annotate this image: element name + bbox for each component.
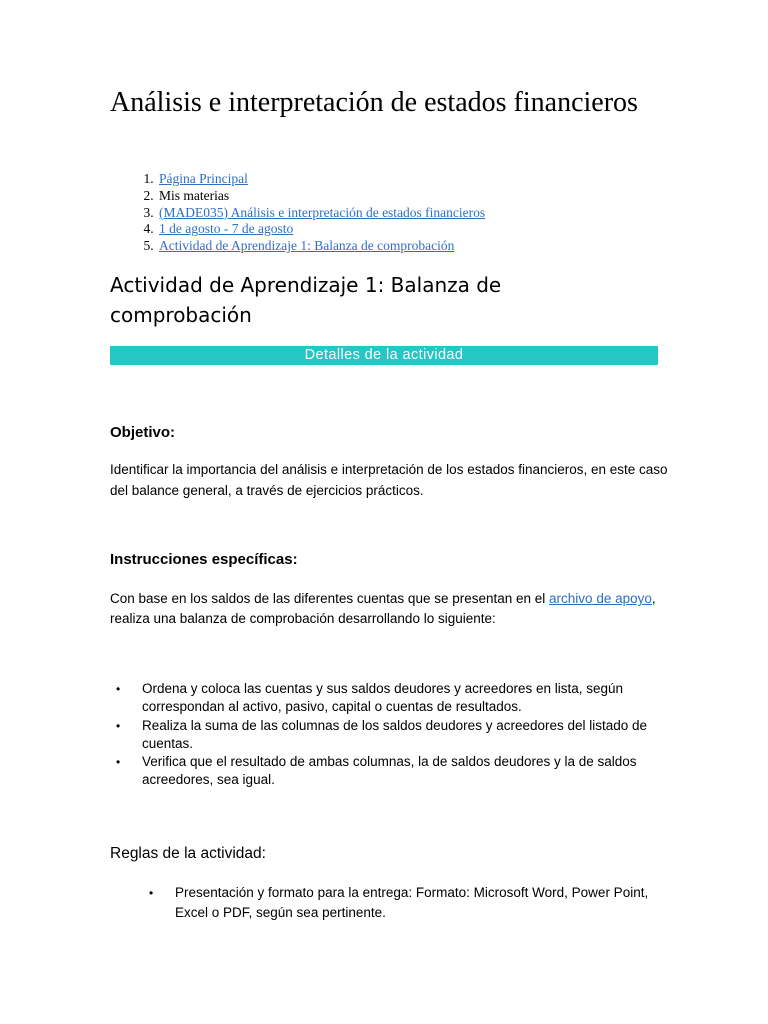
instructions-heading: Instrucciones específicas: [110,551,298,568]
breadcrumb-item-course [157,205,485,222]
objective-text: Identificar la importancia del análisis e interpretación de los estados financieros, en este caso del balance general, a través de ejercicios prácticos. [110,462,668,498]
breadcrumb-link-course[interactable]: (MADE035) Análisis e interpretación de estados financieros [159,204,486,220]
activity-details-bar: Detalles de la actividad [110,346,658,365]
activity-title: Actividad de Aprendizaje 1: Balanza de comprobación [110,273,502,327]
instructions-text-after: , realiza una balanza de comprobación desarrollando lo siguiente: [110,591,656,626]
breadcrumb-item-activity [157,238,485,255]
breadcrumb-item-home [157,171,485,188]
list-item: • Presentación y formato para la entrega: Formato: Microsoft Word, Power Point, Excel o PDF, según sea pertinente. [175,883,675,923]
breadcrumb-text-my-courses: Mis materias [159,187,230,203]
breadcrumb-item-my-courses [157,188,485,205]
breadcrumb-link-week[interactable]: 1 de agosto - 7 de agosto [159,221,294,237]
instructions-text-before: Con base en los saldos de las diferentes cuentas que se presentan en el [110,591,550,606]
instructions-text [110,589,670,629]
breadcrumb-link-activity[interactable]: Actividad de Aprendizaje 1: Balanza de comprobación [159,238,455,254]
list-item: • Realiza la suma de las columnas de los saldos deudores y acreedores del listado de cuentas. [142,717,662,754]
instructions-list [142,680,662,790]
list-item: • Ordena y coloca las cuentas y sus saldos deudores y acreedores en lista, según correspondan al activo, pasivo, capital o cuentas de resultados. [142,680,662,717]
breadcrumb-link-home[interactable]: Página Principal [159,171,248,186]
breadcrumb [110,171,485,255]
objective-heading: Objetivo: [110,424,176,441]
rules-list [175,883,675,923]
rules-heading: Reglas de la actividad: [110,845,266,862]
breadcrumb-item-week [157,221,485,238]
page-title: Análisis e interpretación de estados financieros [110,87,638,118]
support-file-link[interactable]: archivo de apoyo [549,591,652,606]
list-item: • Verifica que el resultado de ambas columnas, la de saldos deudores y la de saldos acreedores, sea igual. [142,753,662,790]
